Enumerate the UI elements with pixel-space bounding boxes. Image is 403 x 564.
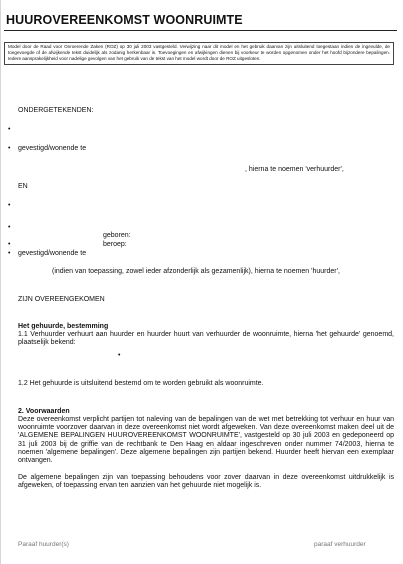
bullet-address: • [118,352,121,359]
bullet-party2: • [8,202,11,209]
bullet-party2-birth: • [8,241,11,248]
huurder-designation: (indien van toepassing, zowel ieder afzonderlijk als gezamenlijk), hierna te noemen 'huurder', [52,268,340,275]
ondergetekenden-heading: ONDERGETEKENDEN: [18,107,94,114]
roz-model-notice: Model door de Raad voor Onroerende Zaken (ROZ) op 30 juli 2003 vastgesteld. Verwijzing naar dit model en het gebruik daarvan zijn uitsluitend toegestaan indien de ingevulde, de toegevoegde of de afwijkende tekst duidelijk als zodanig herkenbaar is. Toevoegingen en afwijkingen dienen bij voorkeur te worden opgenomen onder het hoofd bijzondere bepalingen. Iedere aansprakelijkheid voor nadelige gevolgen van het gebruik van de tekst van het model wordt door de ROZ uitgesloten. [4,42,394,65]
geboren-label: geboren: [103,232,131,239]
en-separator: EN [18,183,28,190]
beroep-label: beroep: [103,241,127,248]
title-rule [4,30,397,31]
clause-2-paragraph-2: De algemene bepalingen zijn van toepassing behoudens voor zover daarvan in deze overeenkomst uitdrukkelijk is afgeweken, of toepassing ervan ten aanzien van het gehuurde niet mogelijk is. [18,474,394,490]
overeengekomen-heading: ZIJN OVEREENGEKOMEN [18,296,105,303]
bullet-party2-address: • [8,250,11,257]
paraaf-huurder: Paraaf huurder(s) [18,541,69,548]
document-title: HUUROVEREENKOMST WOONRUIMTE [6,13,243,27]
clause-1-2: 1.2 Het gehuurde is uitsluitend bestemd om te worden gebruikt als woonruimte. [18,380,264,387]
verhuurder-address-label: gevestigd/wonende te [18,145,87,152]
bullet-party2-name: • [8,224,11,231]
clause-1-1: 1.1 Verhuurder verhuurt aan huurder en huurder huurt van verhuurder de woonruimte, hierna 'het gehuurde' genoemd, plaatselijk bekend: [18,331,394,347]
section2-heading: 2. Voorwaarden [18,408,70,415]
bullet-party1-address: • [8,145,11,152]
verhuurder-designation: , hierna te noemen 'verhuurder', [245,166,344,173]
paraaf-verhuurder: paraaf verhuurder [314,541,366,548]
bullet-party1: • [8,126,11,133]
clause-2-paragraph-1: Deze overeenkomst verplicht partijen tot naleving van de bepalingen van de wet met betrekking tot verhuur en huur van woonruimte voorzover daarvan in deze overeenkomst niet wordt afgeweken. Van deze overeenkomst maken deel uit de 'ALGEMENE BEPALINGEN HUUROVEREENKOMST WOONRUIMTE', vastgesteld op 30 juli 2003 en gedeponeerd op 31 juli 2003 bij de griffie van de rechtbank te Den Haag en aldaar ingeschreven onder nummer 74/2003, hierna te noemen 'algemene bepalingen'. Deze algemene bepalingen zijn partijen bekend. Huurder heeft hiervan een exemplaar ontvangen. [18,416,394,465]
huurder-address-label: gevestigd/wonende te [18,250,87,257]
section1-heading: Het gehuurde, bestemming [18,323,109,330]
